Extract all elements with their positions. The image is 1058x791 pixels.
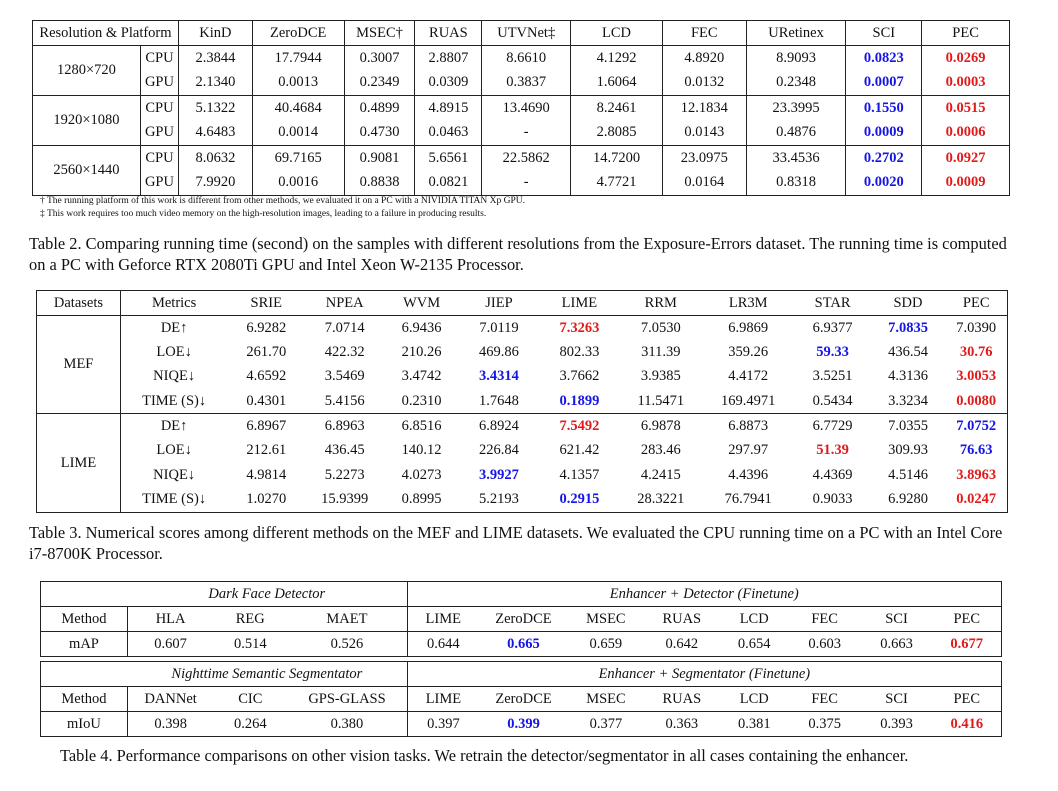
- table3-value-cell: 7.0835: [871, 316, 946, 341]
- table3-value-cell: 6.9280: [888, 491, 928, 508]
- table3-numerical-scores: [36, 290, 1008, 513]
- table3-header-cell: WVM: [403, 294, 441, 311]
- table3-value-cell: 6.9377: [795, 316, 871, 341]
- table2-platform-cell: GPU: [140, 171, 178, 196]
- table4-value-cell: 0.380: [330, 715, 364, 732]
- table3-value-cell: 3.4314: [479, 368, 519, 385]
- table3-metric-cell: LOE↓: [120, 340, 227, 365]
- table4-method-cell: LCD: [739, 610, 769, 627]
- table3-value-cell: 6.8516: [384, 414, 459, 439]
- table3-header-cell: SDD: [893, 294, 923, 311]
- table2-header-cell: LCD: [571, 21, 663, 46]
- table2-header-cell: PEC: [922, 21, 1010, 46]
- table3-value-cell: 0.9033: [812, 491, 853, 508]
- table2-row: [33, 171, 1010, 196]
- table2-header-cell: RUAS: [415, 21, 482, 46]
- table3-value-cell: 6.9878: [620, 414, 702, 439]
- table3-header-cell: Datasets: [53, 294, 104, 311]
- table2-header-cell: MSEC†: [344, 21, 415, 46]
- table2-header-cell: URetinex: [746, 21, 846, 46]
- table2-row: [33, 121, 1010, 146]
- table4-value-cell: 0.363: [665, 715, 699, 732]
- table4-value-cell: 0.603: [808, 635, 841, 652]
- table3-row: [37, 340, 1008, 365]
- table3-value-cell: 3.4742: [401, 368, 442, 385]
- table3-metric-cell: DE↑: [120, 414, 227, 439]
- table3-value-cell: 7.5492: [539, 414, 620, 439]
- table2-value-cell: 0.0016: [252, 171, 344, 196]
- table4-segmentation-left-title: Nighttime Semantic Segmentator: [171, 665, 363, 682]
- table2-value-cell: 0.0009: [846, 121, 922, 146]
- table3-value-cell: 5.2193: [479, 491, 519, 508]
- table3-metric-cell: TIME (S)↓: [120, 389, 227, 414]
- table4-method-cell: SCI: [885, 610, 908, 627]
- table2-running-time: [32, 20, 1010, 196]
- table2-value-cell: 0.0007: [846, 71, 922, 96]
- table2-value-cell: 0.0164: [662, 171, 746, 196]
- table2-value-cell: 22.5862: [482, 146, 571, 171]
- table4-method-cell: RUAS: [662, 690, 702, 707]
- table2-row: [33, 96, 1010, 121]
- table3-value-cell: 0.4301: [246, 392, 287, 409]
- table2-value-cell: 40.4684: [252, 96, 344, 121]
- table3-value-cell: 28.3221: [637, 491, 685, 508]
- table3-value-cell: 0.2915: [559, 491, 600, 508]
- table3-header-cell: JIEP: [485, 294, 513, 311]
- table2-header-cell: KinD: [178, 21, 252, 46]
- table2-value-cell: 0.0463: [415, 121, 482, 146]
- table2-value-cell: 4.8915: [415, 96, 482, 121]
- table2-value-cell: 8.6610: [482, 46, 571, 71]
- table3-value-cell: 309.93: [888, 442, 928, 459]
- table2-value-cell: 8.9093: [746, 46, 846, 71]
- table4-value-cell: 0.644: [407, 632, 479, 657]
- table4-value-cell: 0.526: [330, 635, 364, 652]
- table2-platform-cell: GPU: [140, 71, 178, 96]
- table2-header-cell: ZeroDCE: [252, 21, 344, 46]
- table3-value-cell: 6.8924: [459, 414, 539, 439]
- table3-value-cell: 4.4369: [812, 466, 853, 483]
- table3-value-cell: 76.63: [959, 442, 993, 459]
- table3-row: [37, 438, 1008, 463]
- table3-value-cell: 6.8873: [702, 414, 795, 439]
- table3-value-cell: 30.76: [959, 343, 993, 360]
- table4-value-cell: 0.665: [507, 635, 540, 652]
- table4-value-cell: 0.375: [808, 715, 841, 732]
- table2-value-cell: 0.2349: [344, 71, 415, 96]
- table3-row: [37, 316, 1008, 341]
- table2-value-cell: 2.1340: [178, 71, 252, 96]
- table2-value-cell: 13.4690: [482, 96, 571, 121]
- table2-value-cell: 0.0927: [922, 146, 1010, 171]
- table2-value-cell: 0.0309: [415, 71, 482, 96]
- table2-value-cell: 2.8085: [571, 121, 663, 146]
- table3-value-cell: 0.2310: [401, 392, 442, 409]
- table3-header-cell: STAR: [814, 294, 851, 311]
- table3-header-cell: PEC: [962, 294, 990, 311]
- table3-dataset-cell: LIME: [37, 414, 121, 512]
- table3-value-cell: 7.0530: [620, 316, 702, 341]
- table4-value-cell: 0.399: [507, 715, 540, 732]
- table4-value-cell: 0.663: [880, 635, 913, 652]
- table3-header-cell: Metrics: [120, 291, 227, 316]
- table4-value-cell: 0.397: [407, 712, 479, 737]
- table2-header-cell: UTVNet‡: [482, 21, 571, 46]
- table3-value-cell: 210.26: [401, 343, 442, 360]
- table4-method-cell: PEC: [953, 690, 981, 707]
- table3-value-cell: 4.4172: [728, 368, 769, 385]
- table4-value-cell: 0.416: [950, 715, 984, 732]
- table2-row: [33, 71, 1010, 96]
- table3-row: [37, 463, 1008, 488]
- table3-value-cell: 4.0273: [401, 466, 442, 483]
- table2-value-cell: 0.3007: [344, 46, 415, 71]
- table3-row: [37, 389, 1008, 414]
- table3-value-cell: 1.7648: [479, 392, 519, 409]
- table4-method-cell: LIME: [407, 607, 479, 632]
- table3-value-cell: 0.0247: [956, 491, 997, 508]
- table3-value-cell: 6.7729: [795, 414, 871, 439]
- table3-value-cell: 436.45: [324, 442, 365, 459]
- table3-value-cell: 3.9927: [479, 466, 519, 483]
- table4-method-cell: ZeroDCE: [495, 690, 552, 707]
- table2-value-cell: 0.2702: [846, 146, 922, 171]
- table2-header-cell: FEC: [662, 21, 746, 46]
- table3-value-cell: 7.0390: [945, 316, 1007, 341]
- table3-value-cell: 6.8967: [227, 414, 305, 439]
- table4-value-cell: 0.654: [737, 635, 771, 652]
- table3-value-cell: 4.1357: [559, 466, 600, 483]
- table4-method-cell: PEC: [953, 610, 981, 627]
- table3-value-cell: 140.12: [401, 442, 442, 459]
- table4-segmentation: [40, 661, 1002, 737]
- table2-value-cell: 7.9920: [178, 171, 252, 196]
- table4-method-cell: MSEC: [586, 690, 626, 707]
- table3-header-cell: NPEA: [325, 294, 364, 311]
- table4-value-cell: 0.677: [950, 635, 984, 652]
- table2-value-cell: 0.2348: [746, 71, 846, 96]
- table3-value-cell: 5.4156: [324, 392, 365, 409]
- table3-value-cell: 15.9399: [321, 491, 369, 508]
- table3-header-cell: SRIE: [250, 294, 282, 311]
- table3-value-cell: 6.8963: [305, 414, 384, 439]
- table3-value-cell: 0.5434: [812, 392, 853, 409]
- table3-value-cell: 3.5251: [812, 368, 853, 385]
- table3-value-cell: 6.9869: [702, 316, 795, 341]
- table2-value-cell: 0.0014: [252, 121, 344, 146]
- table3-row: [37, 414, 1008, 439]
- table4-method-cell: MAET: [326, 610, 368, 627]
- table3-value-cell: 3.3234: [888, 392, 928, 409]
- table2-value-cell: 0.9081: [344, 146, 415, 171]
- table4-method-cell: ZeroDCE: [495, 610, 552, 627]
- table2-value-cell: 12.1834: [662, 96, 746, 121]
- table4-caption: Table 4. Performance comparisons on other vision tasks. We retrain the detector/segmentator in all cases containing the enhancer.: [60, 746, 909, 765]
- table4-method-cell: GPS-GLASS: [308, 690, 386, 707]
- table2-value-cell: 0.0009: [922, 171, 1010, 196]
- table2-value-cell: 0.0823: [846, 46, 922, 71]
- table2-value-cell: 0.8838: [344, 171, 415, 196]
- table4-method-cell: SCI: [885, 690, 908, 707]
- table2-platform-cell: CPU: [140, 96, 178, 121]
- table4-value-cell: 0.659: [589, 635, 623, 652]
- table3-value-cell: 169.4971: [721, 392, 776, 409]
- table2-resolution-cell: 1280×720: [33, 46, 141, 96]
- table3-dataset-cell: MEF: [37, 316, 121, 414]
- table2-value-cell: 0.4730: [344, 121, 415, 146]
- table2-value-cell: 2.3844: [178, 46, 252, 71]
- table4-value-cell: 0.377: [589, 715, 623, 732]
- table4-segmentation-right-title: Enhancer + Segmentator (Finetune): [407, 662, 1001, 687]
- table3-value-cell: 7.0355: [871, 414, 946, 439]
- table3-value-cell: 3.0053: [956, 368, 997, 385]
- table3-value-cell: 3.5469: [324, 368, 365, 385]
- table4-metric-label: mAP: [69, 635, 99, 652]
- table3-value-cell: 3.9385: [640, 368, 681, 385]
- table2-value-cell: 14.7200: [571, 146, 663, 171]
- table2-value-cell: 4.1292: [571, 46, 663, 71]
- table3-value-cell: 51.39: [816, 442, 849, 459]
- table2-caption: Table 2. Comparing running time (second) on the samples with different resolutions from the Exposure-Errors dataset. The running time is computed on a PC with Geforce RTX 2080Ti GPU and Intel Xeon W-2135 Processor.: [29, 234, 1007, 274]
- table2-value-cell: 8.0632: [178, 146, 252, 171]
- table3-value-cell: 436.54: [888, 343, 928, 360]
- table3-value-cell: 422.32: [324, 343, 365, 360]
- table2-resolution-cell: 1920×1080: [33, 96, 141, 146]
- table4-detection-right-title: Enhancer + Detector (Finetune): [407, 582, 1001, 607]
- table4-value-cell: 0.393: [880, 715, 913, 732]
- table2-value-cell: 0.4899: [344, 96, 415, 121]
- table4-detection-left-title: Dark Face Detector: [208, 585, 326, 602]
- table3-value-cell: 621.42: [559, 442, 600, 459]
- table2-value-cell: 2.8807: [415, 46, 482, 71]
- table3-value-cell: 7.3263: [539, 316, 620, 341]
- table3-value-cell: 469.86: [479, 343, 519, 360]
- table2-value-cell: 4.6483: [178, 121, 252, 146]
- table3-metric-cell: DE↑: [120, 316, 227, 341]
- table4-method-cell: LIME: [407, 687, 479, 712]
- table2-value-cell: 23.0975: [662, 146, 746, 171]
- table3-metric-cell: TIME (S)↓: [120, 488, 227, 513]
- table2-value-cell: 33.4536: [746, 146, 846, 171]
- table4-method-label: Method: [61, 610, 107, 627]
- table4-method-cell: REG: [235, 610, 265, 627]
- table3-row: [37, 365, 1008, 390]
- table2-header-cell: SCI: [846, 21, 922, 46]
- table3-value-cell: 802.33: [559, 343, 600, 360]
- table3-value-cell: 261.70: [246, 343, 287, 360]
- table3-value-cell: 4.6592: [246, 368, 287, 385]
- table4-value-cell: 0.642: [665, 635, 699, 652]
- table4-metric-label: mIoU: [67, 715, 101, 732]
- table4-method-cell: FEC: [811, 690, 838, 707]
- table2-platform-cell: CPU: [140, 146, 178, 171]
- table3-header-cell: LIME: [561, 294, 598, 311]
- table3-row: [37, 488, 1008, 513]
- table3-value-cell: 11.5471: [637, 392, 685, 409]
- table2-value-cell: 0.1550: [846, 96, 922, 121]
- table2-value-cell: 0.0020: [846, 171, 922, 196]
- table2-value-cell: 4.7721: [571, 171, 663, 196]
- table2-value-cell: 1.6064: [571, 71, 663, 96]
- table3-metric-cell: LOE↓: [120, 438, 227, 463]
- table2-value-cell: 0.0269: [922, 46, 1010, 71]
- table3-value-cell: 0.0080: [956, 392, 997, 409]
- table4-value-cell: 0.607: [127, 632, 213, 657]
- table3-value-cell: 4.2415: [640, 466, 681, 483]
- table4-method-cell: CIC: [238, 690, 263, 707]
- table3-value-cell: 297.97: [728, 442, 769, 459]
- table2-footnote-1: † The running platform of this work is different from other methods, we evaluated it on a PC with a NIVIDIA TITAN Xp GPU.: [40, 196, 525, 206]
- table3-value-cell: 76.7941: [724, 491, 772, 508]
- table2-value-cell: 0.0013: [252, 71, 344, 96]
- table2-value-cell: 0.0006: [922, 121, 1010, 146]
- table3-value-cell: 7.0714: [305, 316, 384, 341]
- table2-value-cell: 0.3837: [482, 71, 571, 96]
- table2-footnote-2: ‡ This work requires too much video memory on the high-resolution images, leading to a failure in producing results.: [40, 209, 487, 219]
- table4-method-cell: MSEC: [586, 610, 626, 627]
- table3-value-cell: 1.0270: [246, 491, 287, 508]
- table3-value-cell: 3.7662: [559, 368, 600, 385]
- table4-method-cell: LCD: [739, 690, 769, 707]
- table2-value-cell: 0.0132: [662, 71, 746, 96]
- table4-method-cell: DANNet: [127, 687, 213, 712]
- table3-header-cell: RRM: [644, 294, 677, 311]
- table2-value-cell: 69.7165: [252, 146, 344, 171]
- table3-value-cell: 5.2273: [324, 466, 365, 483]
- table3-value-cell: 59.33: [816, 343, 849, 360]
- table3-value-cell: 0.8995: [401, 491, 442, 508]
- table3-value-cell: 212.61: [246, 442, 287, 459]
- table2-value-cell: 0.8318: [746, 171, 846, 196]
- table3-value-cell: 6.9282: [227, 316, 305, 341]
- table2-value-cell: 23.3995: [746, 96, 846, 121]
- table4-value-cell: 0.381: [737, 715, 771, 732]
- table4-method-cell: HLA: [127, 607, 213, 632]
- table3-caption: Table 3. Numerical scores among different methods on the MEF and LIME datasets. We evaluated the CPU running time on a PC with an Intel Core i7-8700K Processor.: [29, 523, 1003, 563]
- table3-value-cell: 226.84: [479, 442, 519, 459]
- table2-row: [33, 46, 1010, 71]
- table2-value-cell: 0.4876: [746, 121, 846, 146]
- table3-value-cell: 311.39: [641, 343, 681, 360]
- table3-value-cell: 359.26: [728, 343, 769, 360]
- table3-value-cell: 4.3136: [888, 368, 928, 385]
- table2-header-cell: Resolution & Platform: [39, 24, 172, 41]
- table2-value-cell: 0.0003: [922, 71, 1010, 96]
- table2-value-cell: -: [482, 171, 571, 196]
- table4-value-cell: 0.264: [234, 715, 267, 732]
- table2-resolution-cell: 2560×1440: [33, 146, 141, 196]
- table3-value-cell: 7.0119: [459, 316, 539, 341]
- table4-method-label: Method: [61, 690, 107, 707]
- table2-value-cell: -: [482, 121, 571, 146]
- table3-value-cell: 6.9436: [384, 316, 459, 341]
- table3-value-cell: 4.9814: [246, 466, 287, 483]
- table2-platform-cell: CPU: [140, 46, 178, 71]
- table4-method-cell: RUAS: [662, 610, 702, 627]
- table2-value-cell: 0.0143: [662, 121, 746, 146]
- table3-value-cell: 4.5146: [888, 466, 928, 483]
- table2-value-cell: 4.8920: [662, 46, 746, 71]
- table2-row: [33, 146, 1010, 171]
- table3-metric-cell: NIQE↓: [120, 463, 227, 488]
- table3-value-cell: 3.8963: [956, 466, 997, 483]
- table3-header-cell: LR3M: [728, 294, 768, 311]
- table3-value-cell: 283.46: [640, 442, 681, 459]
- table2-value-cell: 17.7944: [252, 46, 344, 71]
- table4-method-cell: FEC: [811, 610, 838, 627]
- table2-value-cell: 5.1322: [178, 96, 252, 121]
- table3-value-cell: 0.1899: [559, 392, 600, 409]
- table2-value-cell: 0.0821: [415, 171, 482, 196]
- table3-value-cell: 4.4396: [728, 466, 769, 483]
- table2-value-cell: 5.6561: [415, 146, 482, 171]
- table2-value-cell: 0.0515: [922, 96, 1010, 121]
- table2-platform-cell: GPU: [140, 121, 178, 146]
- table3-metric-cell: NIQE↓: [120, 365, 227, 390]
- table4-value-cell: 0.398: [127, 712, 213, 737]
- table4-value-cell: 0.514: [233, 635, 267, 652]
- table2-value-cell: 8.2461: [571, 96, 663, 121]
- table4-detection: [40, 581, 1002, 657]
- table3-value-cell: 7.0752: [945, 414, 1007, 439]
